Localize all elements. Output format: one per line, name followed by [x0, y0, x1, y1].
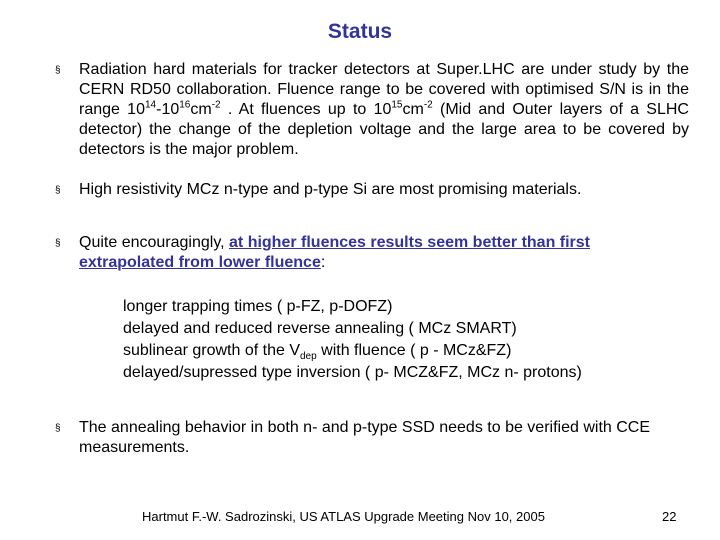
bullet-marker: § — [55, 238, 61, 249]
highlighted-fluence-text: at higher fluences results seem better than first extrapolated from lower fluence — [79, 234, 591, 271]
paragraph-annealing-verification: The annealing behavior in both n- and p-type SSD needs to be verified with CCE measurements. — [79, 419, 651, 456]
slide-title: Status — [327, 20, 393, 43]
bullet-marker: § — [55, 423, 61, 434]
paragraph-mcz-materials: High resistivity MCz n-type and p-type Si are most promising materials. — [79, 181, 582, 198]
sub-item-vdep-growth: sublinear growth of the $V_{dep}$ with fluence ( p - MCz&FZ) — [123, 342, 512, 363]
results-sub-list — [123, 296, 582, 384]
paragraph-radiation-hard: Radiation hard materials for tracker detectors at Super.LHC are under study by the CERN RD50 collaboration. Fluence range to be covered with optimised S/N is in the range $10^{14}-10^{16}cm^{-2}$ . At fluences up to $10^{15}cm^{-2}$ (Mid and Outer layers of a SLHC detector) the change of the depletion voltage and the large area to be covered by detectors is the major problem. — [79, 61, 689, 158]
footer-credit: Hartmut F.-W. Sadrozinski, US ATLAS Upgrade Meeting Nov 10, 2005 — [142, 509, 545, 524]
sub-item-annealing: delayed and reduced reverse annealing ( MCz SMART) — [123, 320, 517, 337]
sub-item-trapping: longer trapping times ( p-FZ, p-DOFZ) — [123, 298, 393, 315]
sub-item-type-inversion: delayed/supressed type inversion ( p- MCZ&FZ, MCz n- protons) — [123, 364, 582, 381]
paragraph-encouraging: Quite encouragingly, at higher fluences results seem better than first extrapolated from lower fluence: — [79, 234, 591, 271]
page-number: 22 — [662, 509, 677, 524]
bullet-marker: § — [55, 65, 61, 76]
bullet-marker: § — [55, 185, 61, 196]
